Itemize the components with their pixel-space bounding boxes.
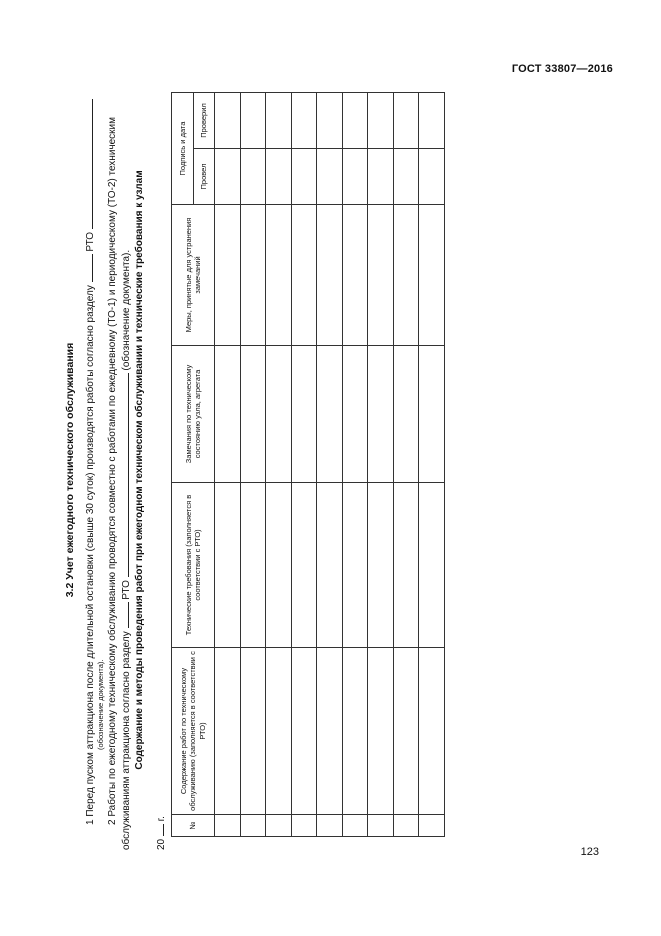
table-row	[240, 92, 266, 836]
table-row	[393, 92, 419, 836]
year-prefix: 20	[156, 838, 167, 850]
col-header-measures: Меры, принятые для устранения замечаний	[172, 205, 215, 346]
paragraph-2-blank-2	[119, 373, 129, 577]
rotated-page-content	[60, 90, 400, 850]
paragraph-2-blank	[119, 603, 129, 629]
paragraph-1-blank	[83, 254, 93, 282]
paragraph-2-line-1: 2 Работы по ежегодному техническому обслуживанию проводятся совместно с работами по ежедневному (ТО-1) и периодическому (ТО-2) техническим	[107, 116, 118, 825]
col-header-checked: Проверил	[194, 92, 215, 148]
table-row	[215, 92, 241, 836]
table-row	[266, 92, 292, 836]
paragraph-1-line-1	[83, 99, 97, 825]
year-line	[154, 816, 167, 850]
section-title: 3.2 Учет ежегодного технического обслуживания	[64, 342, 76, 598]
maintenance-table	[171, 92, 445, 837]
paragraph-2-line-2	[119, 250, 133, 850]
paragraph-1-text: 1 Перед пуском аттракциона после длительной остановки (свыше 30 суток) производятся работы согласно разделу	[85, 285, 96, 825]
col-header-content: Содержание работ по техническому обслуживанию (заполняется в соответствии с РТО)	[172, 648, 215, 815]
year-blank	[154, 824, 164, 836]
col-header-signature: Подпись и дата	[172, 92, 194, 204]
table-row	[342, 92, 368, 836]
paragraph-1-blank-2	[83, 99, 93, 229]
table-body	[215, 92, 445, 836]
standard-designation: ГОСТ 33807—2016	[511, 63, 613, 75]
paragraph-1-rto: РТО	[85, 231, 96, 252]
col-header-num: №	[172, 815, 215, 837]
paragraph-1-caption: (обозначение документа).	[96, 659, 105, 750]
paragraph-2-rto: РТО	[121, 580, 132, 600]
paragraph-2-text: обслуживаниям аттракциона согласно разделу	[121, 631, 132, 850]
table-row	[317, 92, 343, 836]
table-row	[368, 92, 394, 836]
table-row	[419, 92, 445, 836]
table-title: Содержание и методы проведения работ при ежегодном техническом обслуживании и технические требования к узлам	[134, 170, 145, 770]
col-header-performed: Провел	[194, 149, 215, 205]
col-header-requirements: Технические требования (заполняется в соответствии с РТО)	[172, 483, 215, 648]
page-number: 123	[580, 846, 599, 858]
col-header-remarks: Замечания по техническому состоянию узла, агрегата	[172, 346, 215, 483]
paragraph-2-end: (обозначение документа).	[121, 249, 132, 371]
table-row	[291, 92, 317, 836]
year-suffix: г.	[156, 816, 167, 822]
